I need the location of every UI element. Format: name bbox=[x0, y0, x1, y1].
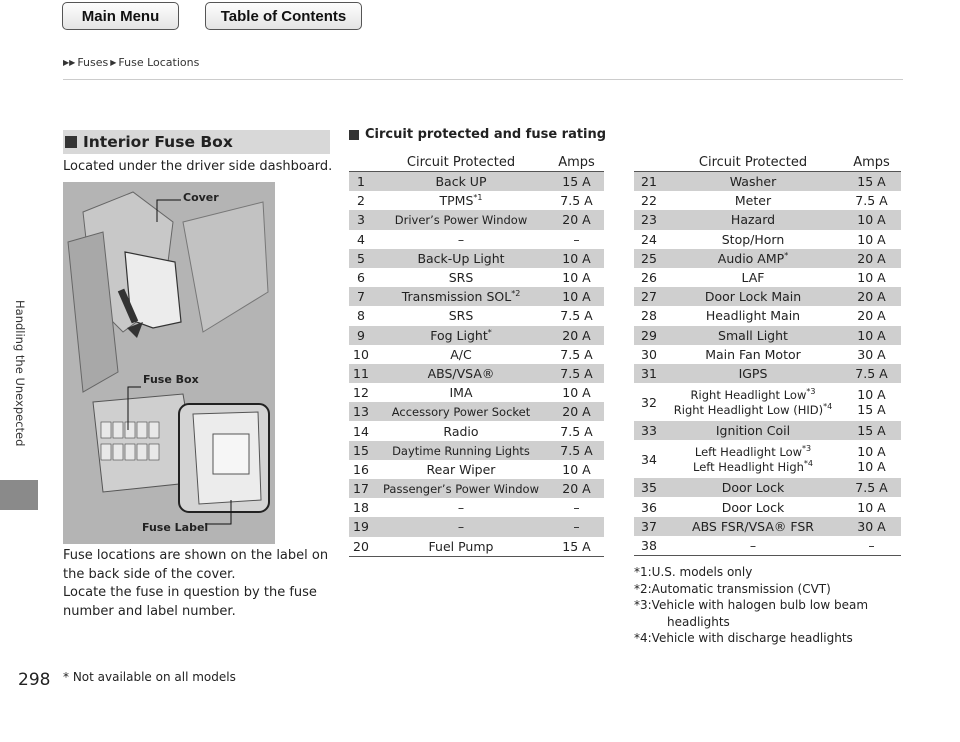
circuit-name: Washer bbox=[664, 172, 842, 192]
fuse-amps: 20 A bbox=[842, 287, 901, 306]
circuit-name: – bbox=[457, 231, 465, 247]
circuit-name: Meter bbox=[734, 193, 772, 209]
table-row bbox=[634, 478, 901, 497]
fuse-amps: 30 A bbox=[857, 346, 886, 362]
fuse-number: 5 bbox=[349, 249, 373, 268]
section-title: Interior Fuse Box bbox=[83, 133, 233, 151]
circuit-name: Driver’s Power Window bbox=[373, 210, 549, 229]
fuse-amps: 20 A bbox=[549, 326, 604, 345]
fuse-box-drawing bbox=[63, 182, 275, 544]
table-of-contents-button[interactable]: Table of Contents bbox=[205, 2, 362, 30]
table-row bbox=[349, 383, 604, 402]
fuse-amps: 10 A bbox=[857, 231, 886, 247]
fuse-number: 19 bbox=[349, 517, 373, 536]
fuse-number: 15 bbox=[349, 441, 373, 460]
fuse-number: 2 bbox=[357, 193, 365, 209]
table-row bbox=[349, 517, 604, 536]
section-title-bar bbox=[63, 130, 330, 154]
fuse-number: 25 bbox=[634, 249, 664, 268]
col-amps: Amps bbox=[549, 153, 604, 172]
fuse-number: 29 bbox=[634, 326, 664, 345]
main-menu-button[interactable]: Main Menu bbox=[62, 2, 179, 30]
col-circuit-protected: Circuit Protected bbox=[664, 153, 842, 172]
breadcrumb-fuse-locations[interactable]: Fuse Locations bbox=[118, 56, 200, 69]
table-row bbox=[349, 402, 604, 421]
table-row bbox=[634, 536, 901, 556]
fuse-box-illustration bbox=[63, 182, 275, 544]
circuit-name: Audio AMP* bbox=[664, 249, 842, 268]
square-bullet-icon bbox=[349, 130, 359, 140]
fuse-number: 12 bbox=[353, 385, 369, 401]
fuse-amps: 10 A 15 A bbox=[857, 387, 886, 418]
table-row bbox=[349, 441, 604, 460]
fuse-number: 31 bbox=[634, 364, 664, 383]
col-circuit-protected: Circuit Protected bbox=[373, 153, 549, 172]
fuse-amps: 15 A bbox=[842, 421, 901, 440]
fuse-number: 10 bbox=[353, 346, 369, 362]
circuit-name: Headlight Main bbox=[705, 308, 801, 324]
intro-text: Located under the driver side dashboard. bbox=[63, 159, 333, 174]
table-row bbox=[634, 383, 901, 421]
fuse-amps: 10 A bbox=[562, 270, 591, 286]
footnote: * Not available on all models bbox=[63, 670, 236, 684]
fuse-number: 18 bbox=[353, 500, 369, 516]
fuse-number: 11 bbox=[349, 364, 373, 383]
fuse-amps: – bbox=[573, 231, 580, 247]
side-tab-label: Handling the Unexpected bbox=[13, 300, 27, 447]
circuit-name: Fuel Pump bbox=[373, 537, 549, 557]
circuit-name: TPMS$^{*1}$ bbox=[439, 193, 483, 209]
fuse-number: 17 bbox=[349, 479, 373, 498]
fuse-number: 1 bbox=[349, 172, 373, 192]
fuse-amps: 10 A bbox=[842, 210, 901, 229]
fuse-amps: 20 A bbox=[549, 210, 604, 229]
fuse-amps: 7.5 A bbox=[560, 193, 593, 209]
fuse-number: 16 bbox=[353, 461, 369, 477]
fuse-number: 33 bbox=[634, 421, 664, 440]
circuit-name: Passenger’s Power Window bbox=[373, 479, 549, 498]
circuit-name: ABS/VSA® bbox=[373, 364, 549, 383]
circuit-name: SRS bbox=[448, 308, 474, 324]
circuit-name: Accessory Power Socket bbox=[373, 402, 549, 421]
cover-label: Cover bbox=[183, 191, 219, 204]
circuit-name: Ignition Coil bbox=[664, 421, 842, 440]
fuse-number: 30 bbox=[641, 346, 657, 362]
circuit-name: SRS bbox=[448, 270, 474, 286]
fuse-number: 8 bbox=[357, 308, 365, 324]
fuse-amps: 15 A bbox=[549, 537, 604, 557]
fuse-number: 35 bbox=[634, 478, 664, 497]
circuit-name: Back-Up Light bbox=[373, 249, 549, 268]
table-row bbox=[634, 345, 901, 364]
table-row bbox=[634, 230, 901, 249]
table-row bbox=[349, 230, 604, 249]
table-row bbox=[634, 326, 901, 345]
fuse-number: 34 bbox=[641, 451, 657, 467]
fuse-amps: 7.5 A bbox=[842, 364, 901, 383]
table-row bbox=[349, 326, 604, 345]
fuse-number: 13 bbox=[349, 402, 373, 421]
fuse-amps: 10 A bbox=[857, 499, 886, 515]
fuse-amps: – bbox=[842, 536, 901, 556]
fuse-number: 27 bbox=[634, 287, 664, 306]
table-row bbox=[634, 421, 901, 440]
page-number: 298 bbox=[18, 670, 51, 690]
fuse-number: 7 bbox=[349, 287, 373, 306]
square-bullet-icon bbox=[65, 136, 77, 148]
fuse-number: 38 bbox=[634, 536, 664, 556]
circuit-name: Stop/Horn bbox=[721, 231, 785, 247]
circuit-name: LAF bbox=[741, 270, 765, 286]
fuse-table-right bbox=[634, 153, 901, 556]
table-row bbox=[349, 460, 604, 479]
fuse-number: 21 bbox=[634, 172, 664, 192]
fuse-number: 3 bbox=[349, 210, 373, 229]
fuse-number: 32 bbox=[641, 394, 657, 410]
table-row bbox=[634, 210, 901, 229]
fuse-amps: 10 A bbox=[549, 249, 604, 268]
fuse-label-label: Fuse Label bbox=[142, 521, 209, 534]
breadcrumb-arrow-icon: ▶ bbox=[110, 58, 117, 67]
circuit-name: Transmission SOL$^{*2}$ bbox=[373, 287, 549, 306]
header-divider bbox=[63, 79, 903, 80]
table-row bbox=[349, 479, 604, 498]
circuit-name: Door Lock Main bbox=[664, 287, 842, 306]
fuse-number: 6 bbox=[357, 270, 365, 286]
table-row bbox=[349, 268, 604, 287]
fuse-amps: 10 A bbox=[857, 270, 886, 286]
table-row bbox=[634, 191, 901, 210]
circuit-name: Daytime Running Lights bbox=[373, 441, 549, 460]
table-row bbox=[349, 364, 604, 383]
table-row bbox=[634, 249, 901, 268]
fuse-amps: 7.5 A bbox=[560, 308, 593, 324]
fuse-amps: 7.5 A bbox=[855, 193, 888, 209]
circuit-name: Hazard bbox=[664, 210, 842, 229]
table-row bbox=[349, 191, 604, 210]
circuit-name: Radio bbox=[443, 423, 479, 439]
outro-text: Fuse locations are shown on the label on the back side of the cover. Locate the fuse in question by the fuse number and label number. bbox=[63, 548, 329, 619]
fuse-amps: 7.5 A bbox=[549, 441, 604, 460]
fuse-number: 20 bbox=[349, 537, 373, 557]
fuse-amps: – bbox=[549, 517, 604, 536]
circuit-name: Back UP bbox=[373, 172, 549, 192]
circuit-name: IMA bbox=[449, 385, 473, 401]
table-row bbox=[349, 306, 604, 325]
circuit-name: A/C bbox=[450, 346, 472, 362]
fuse-number: 36 bbox=[641, 499, 657, 515]
circuit-name: ABS FSR/VSA® FSR bbox=[664, 517, 842, 536]
circuit-name: – bbox=[457, 500, 465, 516]
table-row bbox=[349, 498, 604, 517]
circuit-name: Rear Wiper bbox=[426, 461, 496, 477]
fuse-amps: 20 A bbox=[549, 479, 604, 498]
table-row bbox=[349, 421, 604, 440]
circuit-heading: Circuit protected and fuse rating bbox=[349, 127, 606, 142]
fuse-number: 23 bbox=[634, 210, 664, 229]
table-row bbox=[349, 287, 604, 306]
fuse-amps: 20 A bbox=[857, 308, 886, 324]
fuse-amps: 20 A bbox=[842, 249, 901, 268]
fuse-amps: 7.5 A bbox=[560, 346, 593, 362]
table-row bbox=[634, 306, 901, 325]
fuse-amps: 10 A bbox=[562, 385, 591, 401]
fuse-amps: 10 A bbox=[549, 287, 604, 306]
table-row bbox=[634, 287, 901, 306]
table-row bbox=[634, 440, 901, 478]
fuse-amps: 7.5 A bbox=[842, 478, 901, 497]
breadcrumb bbox=[63, 56, 199, 69]
table-row bbox=[634, 497, 901, 516]
table-row bbox=[349, 249, 604, 268]
fuse-number: 28 bbox=[641, 308, 657, 324]
circuit-name: Right Headlight Low$^{*3}$ Right Headlight Low (HID)$^{*4}$ bbox=[673, 387, 833, 417]
fuse-amps: 7.5 A bbox=[549, 364, 604, 383]
fuse-amps: 15 A bbox=[842, 172, 901, 192]
circuit-name: Main Fan Motor bbox=[705, 346, 801, 362]
fuse-number: 22 bbox=[641, 193, 657, 209]
circuit-name: Door Lock bbox=[721, 499, 785, 515]
table-row bbox=[634, 172, 901, 192]
table-row bbox=[634, 268, 901, 287]
col-amps: Amps bbox=[842, 153, 901, 172]
fuse-amps: 10 A 10 A bbox=[857, 444, 886, 475]
circuit-name: Small Light bbox=[664, 326, 842, 345]
table-row bbox=[349, 210, 604, 229]
fuse-number: 24 bbox=[641, 231, 657, 247]
fuse-number: 37 bbox=[634, 517, 664, 536]
fuse-amps: 30 A bbox=[842, 517, 901, 536]
fuse-amps: 10 A bbox=[842, 326, 901, 345]
circuit-name: Fog Light* bbox=[373, 326, 549, 345]
fuse-amps: 10 A bbox=[562, 461, 591, 477]
circuit-name: – bbox=[664, 536, 842, 556]
fuse-table-left bbox=[349, 153, 604, 557]
table-row bbox=[349, 172, 604, 192]
table-row bbox=[634, 364, 901, 383]
footnotes-list: *1:U.S. models only *2:Automatic transmission (CVT) *3:Vehicle with halogen bulb low beam headlights *4:Vehicle with discharge headlights bbox=[634, 565, 869, 645]
breadcrumb-arrow-icon: ▶▶ bbox=[63, 58, 76, 67]
circuit-name: IGPS bbox=[664, 364, 842, 383]
fuse-number: 9 bbox=[349, 326, 373, 345]
fuse-number: 26 bbox=[641, 270, 657, 286]
table-row bbox=[349, 345, 604, 364]
circuit-name: Door Lock bbox=[664, 478, 842, 497]
fuse-number: 14 bbox=[353, 423, 369, 439]
fuse-number: 4 bbox=[357, 231, 365, 247]
table-row bbox=[349, 537, 604, 557]
circuit-name: Left Headlight Low$^{*3}$ Left Headlight High$^{*4}$ bbox=[692, 444, 814, 475]
table-row bbox=[634, 517, 901, 536]
fuse-box-label: Fuse Box bbox=[143, 373, 199, 386]
fuse-amps: 7.5 A bbox=[560, 423, 593, 439]
fuse-amps: – bbox=[573, 500, 580, 516]
breadcrumb-fuses[interactable]: Fuses bbox=[77, 56, 109, 69]
side-tab-marker bbox=[0, 480, 38, 510]
circuit-name: – bbox=[373, 517, 549, 536]
fuse-amps: 15 A bbox=[549, 172, 604, 192]
fuse-amps: 20 A bbox=[549, 402, 604, 421]
